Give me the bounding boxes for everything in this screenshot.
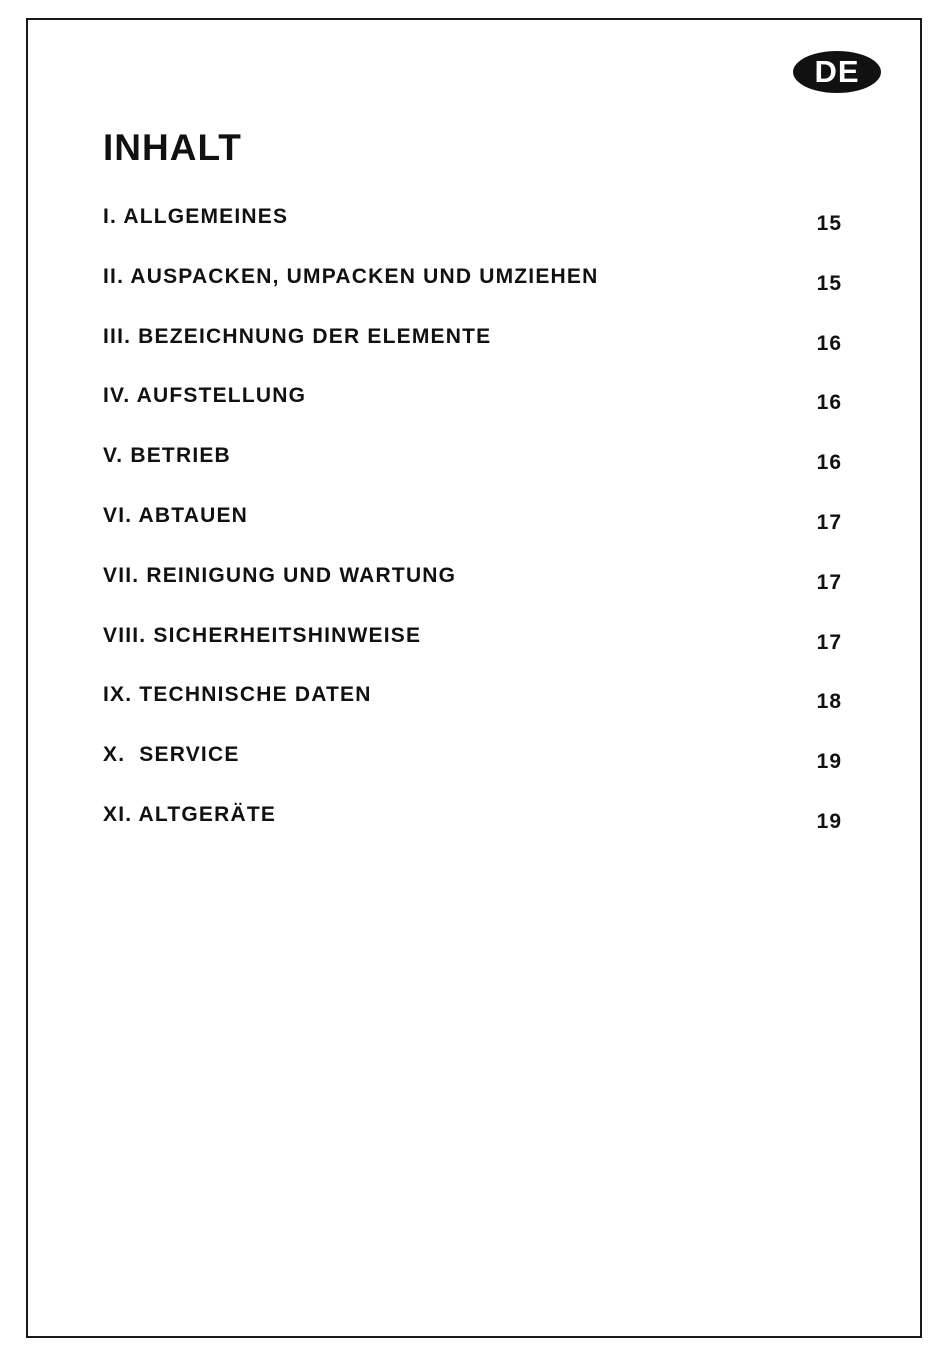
toc-entry-bezeichnung[interactable]	[103, 324, 848, 384]
toc-entry-label: I. ALLGEMEINES	[103, 205, 289, 228]
toc-entry-page-number: 16	[816, 451, 842, 475]
toc-entry-aufstellung[interactable]	[103, 383, 848, 443]
toc-entry-label: X. SERVICE	[103, 743, 240, 767]
toc-entry-altgeraete[interactable]	[103, 802, 848, 862]
toc-entry-label: VI. ABTAUEN	[103, 503, 249, 527]
toc-entry-label: XI. ALTGERÄTE	[103, 802, 277, 826]
toc-entry-page-number: 15	[816, 271, 842, 295]
toc-entry-abtauen[interactable]	[103, 503, 848, 563]
toc-entry-page-number: 18	[816, 690, 842, 714]
toc-entry-page-number: 15	[816, 212, 842, 235]
toc-entry-page-number: 16	[816, 391, 842, 415]
page-title: INHALT	[103, 127, 242, 168]
toc-entry-service[interactable]	[103, 742, 848, 802]
toc-entry-label: V. BETRIEB	[103, 444, 231, 468]
toc-entry-label: VII. REINIGUNG UND WARTUNG	[103, 563, 457, 587]
toc-entry-allgemeines[interactable]	[103, 204, 848, 264]
language-badge: DE	[793, 51, 881, 93]
toc-entry-label: VIII. SICHERHEITSHINWEISE	[103, 623, 422, 647]
toc-entry-betrieb[interactable]	[103, 443, 848, 503]
toc-entry-page-number: 19	[816, 809, 842, 833]
toc-entry-label: III. BEZEICHNUNG DER ELEMENTE	[103, 324, 492, 348]
toc-entry-technische-daten[interactable]	[103, 682, 848, 742]
toc-entry-page-number: 16	[816, 331, 842, 355]
toc-entry-page-number: 17	[816, 570, 842, 594]
toc-entry-auspacken[interactable]	[103, 264, 848, 324]
toc-entry-sicherheitshinweise[interactable]	[103, 623, 848, 683]
toc-entry-page-number: 17	[816, 630, 842, 654]
toc-entry-label: IX. TECHNISCHE DATEN	[103, 683, 372, 707]
toc-entry-label: II. AUSPACKEN, UMPACKEN UND UMZIEHEN	[103, 264, 599, 288]
table-of-contents	[103, 204, 848, 862]
toc-entry-label: IV. AUFSTELLUNG	[103, 384, 307, 408]
toc-entry-reinigung[interactable]	[103, 563, 848, 623]
toc-entry-page-number: 17	[816, 510, 842, 534]
toc-entry-page-number: 19	[816, 750, 842, 774]
